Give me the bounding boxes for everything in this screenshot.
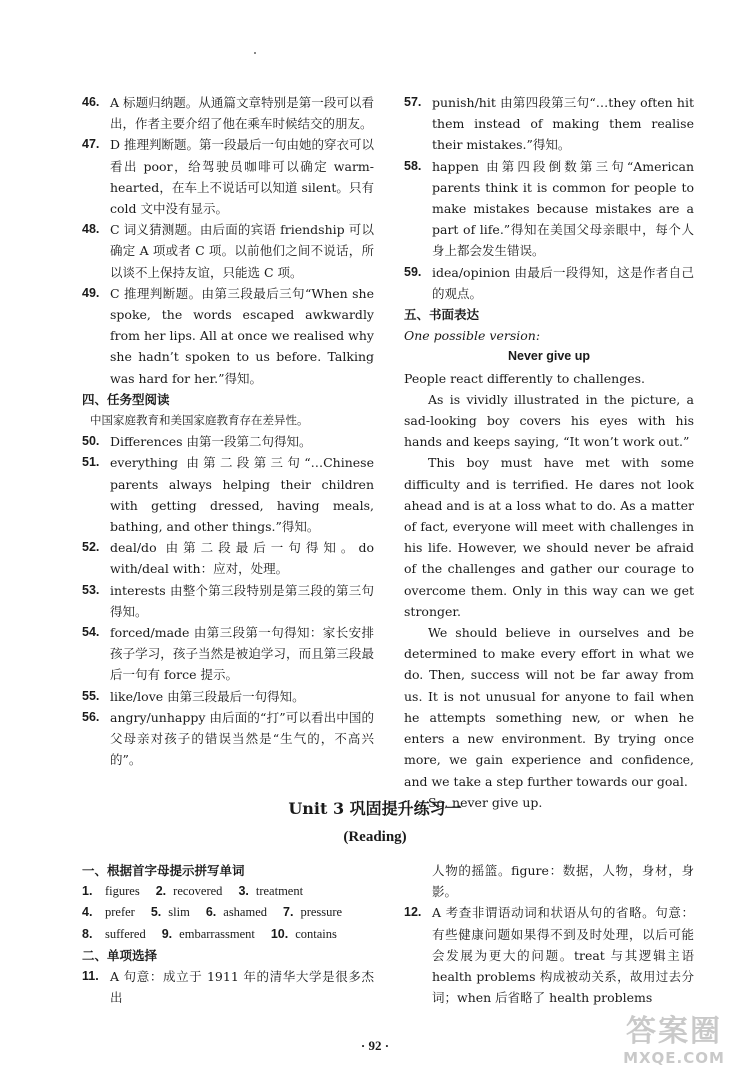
watermark-logo <box>610 1015 738 1075</box>
answer-item <box>82 622 374 686</box>
answer-item <box>82 537 374 579</box>
right-column <box>404 92 694 813</box>
item-text: D 推理判断题。第一段最后一句由她的穿衣可以看出 poor，给驾驶员咖啡可以确定 warm-hearted，在车上不说话可以知道 silent。只有 cold 文中没有显示。 <box>110 137 374 217</box>
answer-item <box>82 134 374 219</box>
item-number: 11. <box>82 969 99 984</box>
spelling-answer-row <box>82 902 374 923</box>
item-number: 54. <box>82 625 100 640</box>
bottom-right-column <box>404 860 694 1008</box>
spelling-number: 1. <box>82 884 93 899</box>
item-number: 48. <box>82 222 100 237</box>
item-number: 50. <box>82 434 100 449</box>
essay-paragraph: As is vividly illustrated in the picture, a sad-looking boy covers his eyes with his hands and keeps saying, “It won’t work out.” <box>404 391 694 450</box>
item-text: Differences 由第一段第二句得知。 <box>110 434 312 450</box>
answer-item-12 <box>404 902 694 1008</box>
section-five-title: 五、书面表达 <box>404 307 480 323</box>
section-four-title: 四、任务型阅读 <box>82 391 170 407</box>
spelling-number: 5. <box>150 905 162 920</box>
item-text: forced/made 由第三段第一句得知：家长安排孩子学习，孩子当然是被迫学习，而且第三段最后一句有 force 提示。 <box>110 625 374 683</box>
spelling-number: 3. <box>238 884 249 899</box>
answer-item <box>82 219 374 283</box>
essay-paragraph: We should believe in ourselves and be determined to make every effort in what we do. Then, success will not be far away from us. It is not unusual for anyone to fail when he attempts something new, or when he enters a new environment. By trying once more, we gain experience and confidence, and we take a step further towards our goal. <box>404 625 694 789</box>
item-number: 49. <box>82 285 100 300</box>
part-one-title: 一、根据首字母提示拼写单词 <box>82 863 245 878</box>
item-text: idea/opinion 由最后一段得知，这是作者自己的观点。 <box>432 264 694 301</box>
item-number: 12. <box>404 905 422 920</box>
item-number: 47. <box>82 137 100 152</box>
possible-version-label: One possible version: <box>404 328 541 344</box>
answer-item <box>82 92 374 134</box>
item-text: deal/do 由第二段最后一句得知。do with/deal with：应对，处理。 <box>110 540 374 577</box>
item-number: 56. <box>82 709 100 724</box>
spelling-answer-row <box>82 881 374 902</box>
spelling-word: suffered <box>105 926 146 941</box>
item-number: 46. <box>82 95 100 109</box>
answer-item <box>404 156 694 262</box>
item-number: 58. <box>404 158 422 173</box>
answer-item <box>82 707 374 771</box>
item-number: 57. <box>404 95 422 109</box>
item-text: punish/hit 由第四段第三句“…they often hit them instead of making them realise their mistakes.”得知。 <box>432 95 694 153</box>
essay-paragraph: People react differently to challenges. <box>404 370 645 386</box>
item-text: C 词义猜测题。由后面的宾语 friendship 可以确定 A 项或者 C 项。以前他们之间不说话，所以谈不上保持友谊，只能选 C 项。 <box>110 222 374 280</box>
item-number: 55. <box>82 688 100 703</box>
part-two-title: 二、单项选择 <box>82 947 158 963</box>
spelling-number: 4. <box>82 905 93 920</box>
unit-subheading: (Reading) <box>343 829 407 845</box>
answer-item <box>404 262 694 304</box>
answer-item-11 <box>82 966 374 1008</box>
answer-item <box>82 580 374 622</box>
item-text: angry/unhappy 由后面的“打”可以看出中国的父母亲对孩子的错误当然是“生气的，不高兴的”。 <box>110 709 374 768</box>
scan-mark <box>254 52 256 54</box>
bottom-left-column <box>82 860 374 1008</box>
unit-heading: Unit 3 巩固提升练习一 <box>288 799 462 818</box>
item-11-continuation: 人物的摇篮。figure：数据，人物，身材，身影。 <box>432 863 694 900</box>
spelling-word: ashamed <box>223 905 267 920</box>
item-text: C 推理判断题。由第三段最后三句“When she spoke, the words escaped awkwardly from her lips. All at once we realised why she hadn’t spoken to us before. Talking was hard for her.”得知。 <box>110 285 374 386</box>
item-number: 52. <box>82 540 100 555</box>
spelling-word: treatment <box>255 884 304 899</box>
spelling-word: contains <box>295 926 337 941</box>
spelling-word: figures <box>105 884 140 899</box>
handwritten-note: 中国家庭教育和美国家庭教育存在差异性。 <box>90 413 309 428</box>
answer-item <box>404 92 694 156</box>
answer-item <box>82 452 374 537</box>
spelling-number: 2. <box>155 884 167 899</box>
answer-item <box>82 431 374 452</box>
item-text: happen 由第四段倒数第三句“American parents think it is common for people to make mistakes because mistakes are a part of life.”得知在美国父母亲眼中，每个人身上都会发生错误。 <box>432 158 694 259</box>
watermark-text: 答案圈 <box>626 1014 722 1049</box>
item-text: A 句意：成立于 1911 年的清华大学是很多杰出 <box>110 969 374 1006</box>
item-number: 51. <box>82 455 100 470</box>
item-text: A 标题归纳题。从通篇文章特别是第一段可以看出，作者主要介绍了他在乘车时候结交的朋友。 <box>110 95 374 132</box>
spelling-number: 8. <box>82 926 93 941</box>
item-text: interests 由整个第三段特别是第三段的第三句得知。 <box>110 582 374 619</box>
spelling-word: prefer <box>105 905 135 920</box>
item-number: 53. <box>82 582 100 597</box>
item-text: everything 由第二段第三句“…Chinese parents always helping their children with getting dressed, having meals, bathing, and other things.”得知。 <box>110 455 374 535</box>
spelling-number: 10. <box>270 926 289 941</box>
item-number: 59. <box>404 264 422 279</box>
left-column <box>82 92 374 771</box>
item-text: like/love 由第三段最后一句得知。 <box>110 688 305 704</box>
spelling-answer-row <box>82 924 374 945</box>
item-text: A 考查非谓语动词和状语从句的省略。句意：有些健康问题如果得不到及时处理，以后可能会发展为更大的问题。treat 与其逻辑主语 health problems 构成被动关系，故用过去分词；when 后省略了 health problems <box>432 905 694 1006</box>
spelling-word: embarrassment <box>179 926 255 941</box>
spelling-word: pressure <box>300 905 343 920</box>
page-number: · 92 · <box>360 1038 390 1053</box>
spelling-number: 6. <box>205 905 217 920</box>
spelling-number: 7. <box>283 905 294 920</box>
spelling-word: recovered <box>173 884 223 899</box>
spelling-word: slim <box>168 905 190 920</box>
essay-title: Never give up <box>508 349 590 364</box>
essay-paragraph: So, never give up. <box>428 794 543 810</box>
answer-item <box>82 283 374 389</box>
essay-paragraph: This boy must have met with some difficulty and is terrified. He dares not look ahead and is at a loss what to do. As a matter of fact, everyone will meet with challenges in his life. However, we should never be afraid of the challenges and gather our courage to overcome them. Only in this way can we get stronger. <box>404 455 694 619</box>
watermark-url: MXQE.COM <box>623 1049 725 1067</box>
answer-item <box>82 686 374 707</box>
spelling-number: 9. <box>161 926 173 941</box>
